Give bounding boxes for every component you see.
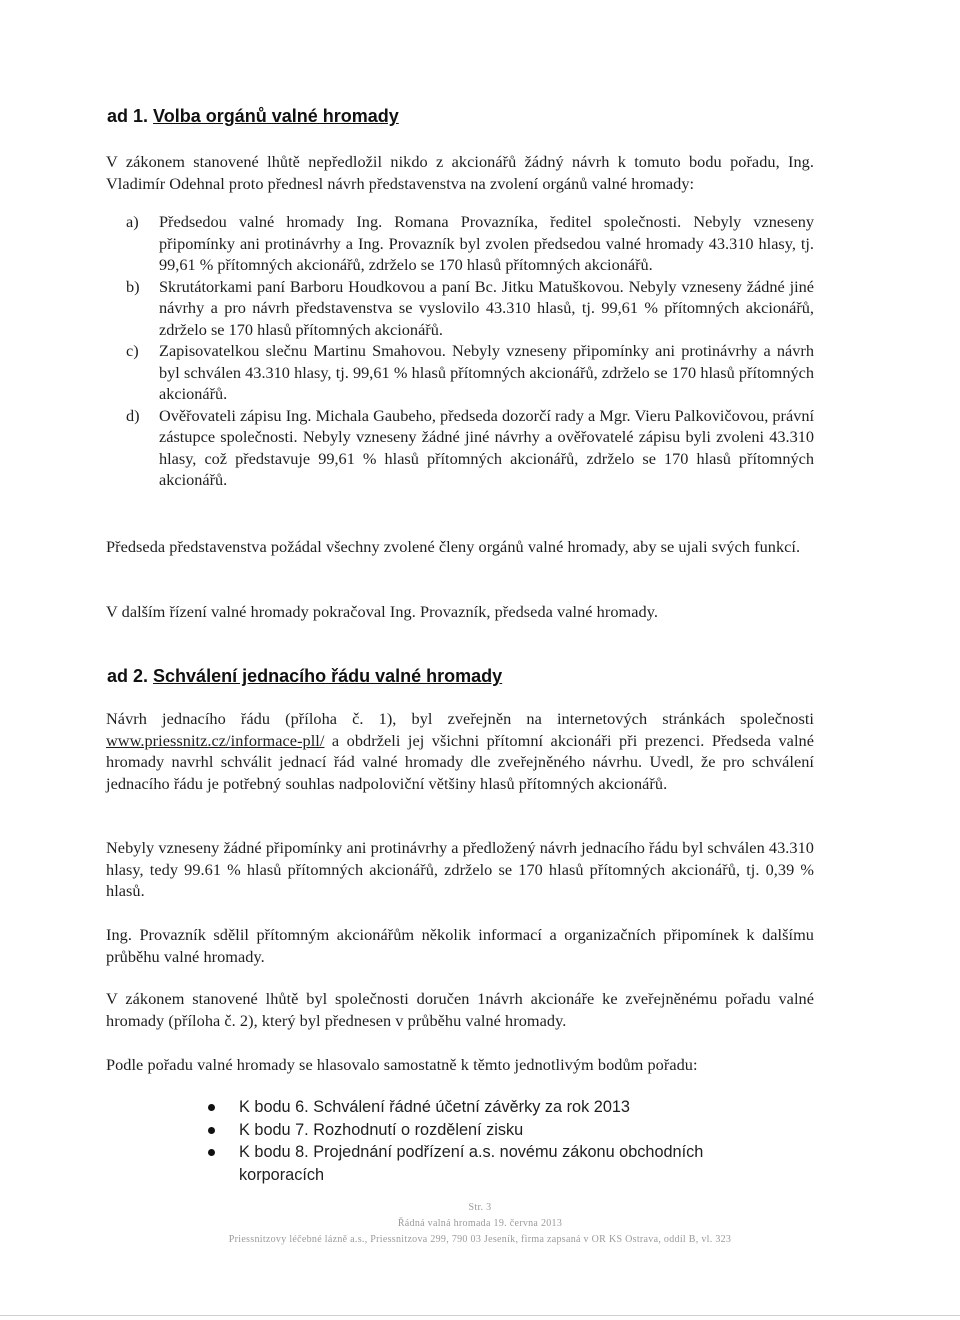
list-marker: d)	[126, 405, 140, 425]
list-item	[126, 276, 814, 341]
list-item	[205, 1119, 765, 1142]
paragraph-voting: Podle pořadu valné hromady se hlasovalo samostatně k těmto jednotlivým bodům pořadu:	[106, 1055, 698, 1074]
agenda-bullet-list	[205, 1096, 765, 1186]
bullet-text: K bodu 7. Rozhodnutí o rozdělení zisku	[239, 1120, 524, 1139]
list-item	[205, 1141, 765, 1186]
list-item-text: Předsedou valné hromady Ing. Romana Provazníka, ředitel společnosti. Nebyly vzneseny připomínky ani protinávrhy a Ing. Provazník byl zvolen předsedou valné hromady 43.310 hlasy, tj. 99,61 % přítomných akcionářů, zdrželo se 170 hlasů přítomných akcionářů.	[159, 212, 814, 274]
list-marker: c)	[126, 341, 139, 360]
footer-company: Priessnitzovy léčebné lázně a.s., Priessnitzova 299, 790 03 Jeseník, firma zapsaná v OR KS Ostrava, oddíl B, vl. 323	[228, 1234, 732, 1245]
section-2-number: ad 2.	[107, 666, 154, 686]
list-item-text: Skrutátorkami paní Barboru Houdkovou a paní Bc. Jitku Matuškovou. Nebyly vzneseny žádné jiné návrhy a pro návrh představenstva se vyslovilo 43.310 hlasů, tj. 99,61 % přítomných akcionářů, zdrželo se 170 hlasů přítomných akcionářů.	[159, 276, 814, 339]
paragraph-information: Ing. Provazník sdělil přítomným akcionářům několik informací a organizačních připomínek k dalšímu průběhu valné hromady.	[106, 925, 814, 966]
footer-document-title: Řádná valná hromada 19. června 2013	[397, 1218, 563, 1229]
bullet-icon	[208, 1104, 215, 1111]
paragraph-request: Předseda představenstva požádal všechny zvolené členy orgánů valné hromady, aby se ujali svých funkcí.	[106, 537, 801, 556]
section-1-heading	[107, 106, 399, 127]
page-number: Str. 3	[468, 1202, 492, 1213]
paragraph-continue: V dalším řízení valné hromady pokračoval Ing. Provazník, předseda valné hromady.	[106, 602, 658, 621]
list-item-text: Zapisovatelkou slečnu Martinu Smahovou. Nebyly vzneseny připomínky ani protinávrhy a návrh byl schválen 43.310 hlasy, tj. 99,61 % hlasů přítomných akcionářů, zdrželo se 170 hlasů přítomných akcionářů.	[159, 341, 814, 403]
section-2-title: Schválení jednacího řádu valné hromady	[153, 666, 503, 686]
paragraph-rules-approved: Nebyly vzneseny žádné připomínky ani protinávrhy a předložený návrh jednacího řádu byl schválen 43.310 hlasy, tedy 99.61 % hlasů přítomných akcionářů, zdrželo se 170 hlasů přítomných akcionářů, tj. 0,39 % hlasů.	[106, 838, 814, 900]
bullet-icon	[208, 1149, 215, 1156]
paragraph-shareholder-proposal: V zákonem stanovené lhůtě byl společnosti doručen 1návrh akcionáře ke zveřejněnému pořadu valné hromady (příloha č. 2), který byl přednesen v průběhu valné hromady.	[106, 989, 814, 1030]
section-1-intro: V zákonem stanovené lhůtě nepředložil nikdo z akcionářů žádný návrh k tomuto bodu pořadu, Ing. Vladimír Odehnal proto přednesl návrh představenstva na zvolení orgánů valné hromady:	[106, 152, 814, 193]
list-item	[126, 211, 814, 276]
list-item	[126, 340, 814, 405]
paragraph-text: a obdrželi jej všichni přítomní akcionáři při prezenci. Předseda valné hromady navrhl schválit jednací řád valné hromady dle zveřejněného návrhu. Uvedl, že pro schválení jednacího řádu je potřebný souhlas nadpoloviční většiny hlasů přítomných akcionářů.	[106, 730, 814, 793]
website-link[interactable]: www.priessnitz.cz/informace-pll/	[106, 730, 325, 750]
paragraph-text: Návrh jednacího řádu (příloha č. 1), byl zveřejněn na internetových stránkách společnosti	[106, 709, 814, 728]
bullet-text: K bodu 6. Schválení řádné účetní závěrky za rok 2013	[239, 1098, 630, 1116]
list-item-text: Ověřovateli zápisu Ing. Michala Gaubeho, předseda dozorčí rady a Mgr. Vieru Palkovičovou, právní zástupce společnosti. Nebyly vzneseny žádné jiné návrhy a ověřovatelé zápisu byli zvoleni 43.310 hlasy, což představuje 99,61 % hlasů přítomných akcionářů, zdrželo se 170 hlasů přítomných akcionářů.	[159, 405, 814, 489]
list-marker: b)	[126, 276, 140, 296]
bullet-text: K bodu 8. Projednání podřízení a.s. novému zákonu obchodních korporacích	[239, 1143, 704, 1184]
section-1-title: Volba orgánů valné hromady	[153, 106, 399, 126]
list-item	[126, 405, 814, 491]
organ-election-list	[126, 211, 814, 491]
section-2-heading	[107, 666, 502, 687]
list-marker: a)	[126, 212, 139, 231]
section-1-number: ad 1.	[107, 106, 154, 126]
paragraph-rules-proposal	[106, 708, 814, 794]
list-item	[205, 1096, 765, 1119]
bullet-icon	[208, 1127, 215, 1134]
page-edge-divider	[0, 1315, 960, 1316]
